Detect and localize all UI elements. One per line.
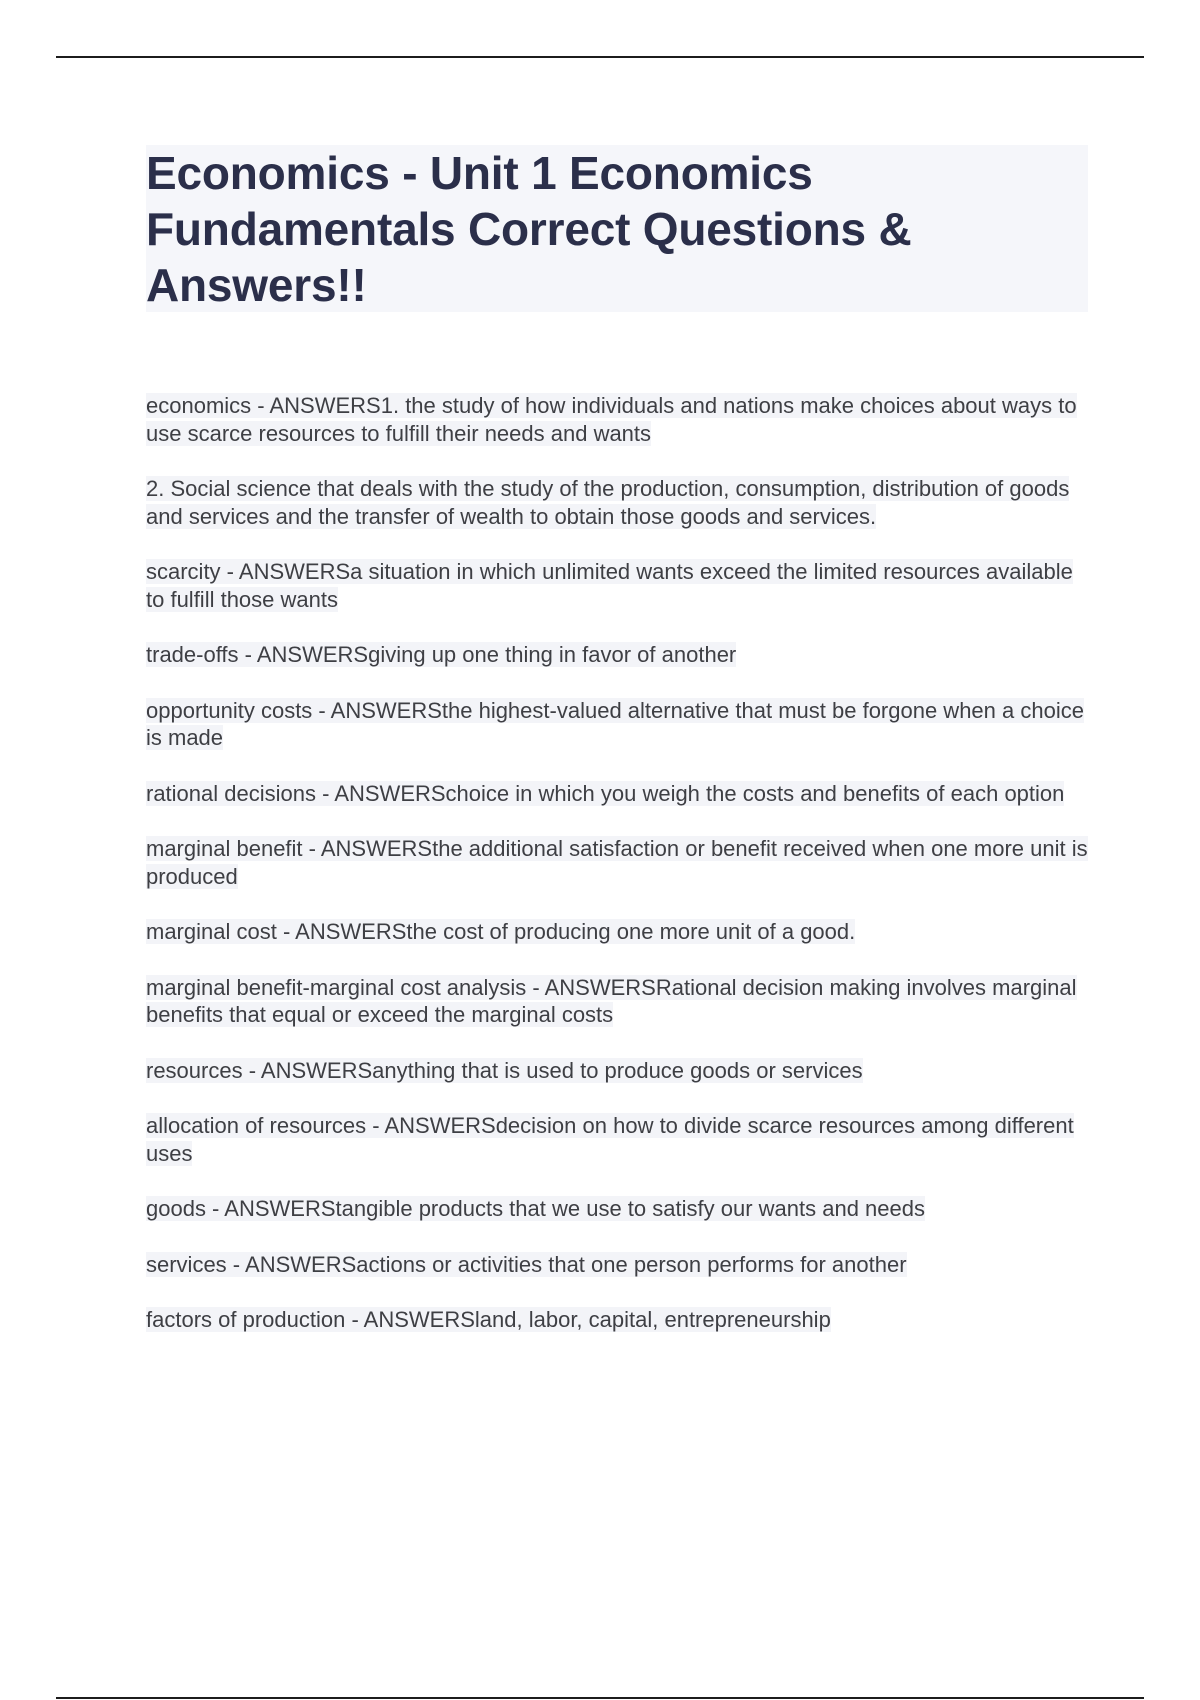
qa-item-marginal-cost <box>146 918 1091 946</box>
qa-text: services - ANSWERSactions or activities that one person performs for another <box>146 1251 907 1277</box>
header-rule <box>56 56 1144 58</box>
qa-text: marginal cost - ANSWERSthe cost of producing one more unit of a good. <box>146 919 856 944</box>
qa-item-economics <box>146 392 1091 447</box>
qa-item-mb-mc-analysis <box>146 974 1091 1029</box>
title-box <box>146 145 1088 312</box>
qa-text: trade-offs - ANSWERSgiving up one thing in favor of another <box>146 642 737 667</box>
qa-text: scarcity - ANSWERSa situation in which unlimited wants exceed the limited resources available to fulfill those wants <box>146 559 1073 612</box>
qa-item-goods <box>146 1195 1091 1223</box>
qa-item-scarcity <box>146 558 1091 613</box>
qa-item-opportunity-costs <box>146 697 1091 752</box>
qa-text: allocation of resources - ANSWERSdecision on how to divide scarce resources among different uses <box>146 1113 1074 1166</box>
qa-text: goods - ANSWERStangible products that we use to satisfy our wants and needs <box>146 1196 925 1221</box>
qa-text: marginal benefit-marginal cost analysis - ANSWERSRational decision making involves marginal benefits that equal or exceed the marginal costs <box>146 974 1077 1027</box>
qa-item-resources <box>146 1057 1091 1085</box>
qa-list <box>146 392 1091 1362</box>
qa-text: rational decisions - ANSWERSchoice in which you weigh the costs and benefits of each option <box>146 780 1065 806</box>
qa-item-economics-2 <box>146 475 1091 530</box>
qa-item-trade-offs <box>146 641 1091 669</box>
qa-text: opportunity costs - ANSWERSthe highest-valued alternative that must be forgone when a choice is made <box>146 697 1084 750</box>
qa-item-allocation-of-resources <box>146 1112 1091 1167</box>
qa-text: 2. Social science that deals with the study of the production, consumption, distribution of goods and services and the transfer of wealth to obtain those goods and services. <box>146 476 1070 529</box>
qa-text: economics - ANSWERS1. the study of how individuals and nations make choices about ways to use scarce resources to fulfill their needs and wants <box>146 393 1077 446</box>
qa-text: marginal benefit - ANSWERSthe additional satisfaction or benefit received when one more unit is produced <box>146 836 1088 889</box>
qa-item-factors-of-production <box>146 1306 1091 1334</box>
qa-item-rational-decisions <box>146 780 1091 808</box>
qa-item-services <box>146 1251 1091 1279</box>
qa-item-marginal-benefit <box>146 835 1091 890</box>
qa-text: resources - ANSWERSanything that is used to produce goods or services <box>146 1057 863 1083</box>
page-title: Economics - Unit 1 Economics Fundamentals Correct Questions & Answers!! <box>146 147 912 311</box>
qa-text: factors of production - ANSWERSland, labor, capital, entrepreneurship <box>146 1307 831 1332</box>
footer-rule <box>56 1697 1144 1699</box>
